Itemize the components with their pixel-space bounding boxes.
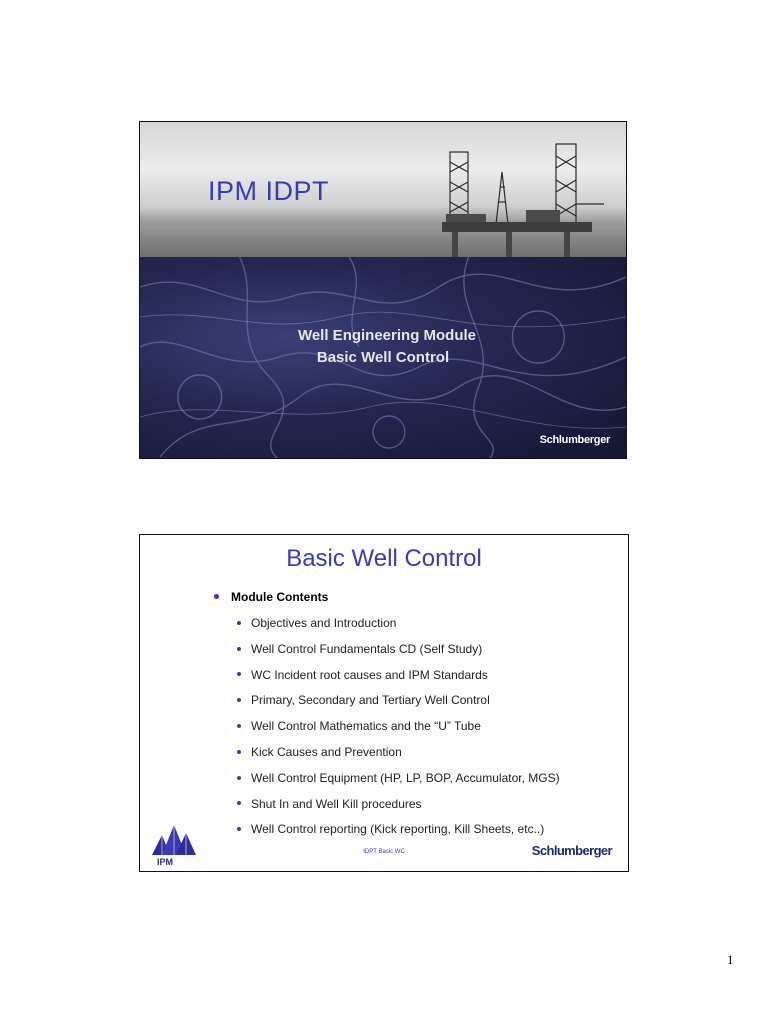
bullet-dot-icon xyxy=(237,827,241,831)
rig-photo-banner xyxy=(140,122,626,258)
drilling-rig-image xyxy=(436,142,606,257)
list-item: Shut In and Well Kill procedures xyxy=(237,797,560,823)
map-texture-panel xyxy=(140,257,626,459)
bullet-dot-icon xyxy=(214,594,219,599)
slide-footer: IDPT Basic WC xyxy=(363,849,405,855)
contents-slide xyxy=(139,534,629,872)
bullet-dot-icon xyxy=(237,776,241,780)
bullet-dot-icon xyxy=(237,724,241,728)
list-item: WC Incident root causes and IPM Standards xyxy=(237,668,560,694)
title-slide xyxy=(139,121,627,459)
schlumberger-logo: Schlumberger xyxy=(531,843,612,858)
bullet-dot-icon xyxy=(237,801,241,805)
main-bullet xyxy=(214,590,328,604)
list-item: Well Control reporting (Kick reporting, Kill Sheets, etc..) xyxy=(237,822,560,848)
list-item: Kick Causes and Prevention xyxy=(237,745,560,771)
slide-subtitle-line2: Basic Well Control xyxy=(316,349,450,366)
list-item: Objectives and Introduction xyxy=(237,616,560,642)
bullet-dot-icon xyxy=(237,621,241,625)
main-bullet-label: Module Contents xyxy=(231,590,329,604)
bullet-dot-icon xyxy=(237,698,241,702)
list-item: Well Control Fundamentals CD (Self Study) xyxy=(237,642,560,668)
slide-title: Basic Well Control xyxy=(286,545,482,572)
list-item: Well Control Mathematics and the “U” Tube xyxy=(237,719,560,745)
schlumberger-logo: Schlumberger xyxy=(539,434,610,446)
module-contents-list xyxy=(237,616,560,848)
list-item: Well Control Equipment (HP, LP, BOP, Accumulator, MGS) xyxy=(237,771,560,797)
list-item: Primary, Secondary and Tertiary Well Control xyxy=(237,693,560,719)
ipm-logo-text: IPM xyxy=(157,857,174,867)
slide-subtitle-line1: Well Engineering Module xyxy=(297,327,477,344)
bullet-dot-icon xyxy=(237,672,241,676)
slide-title: IPM IDPT xyxy=(208,176,330,206)
bullet-dot-icon xyxy=(237,647,241,651)
page-number: 1 xyxy=(727,952,734,967)
bullet-dot-icon xyxy=(237,750,241,754)
